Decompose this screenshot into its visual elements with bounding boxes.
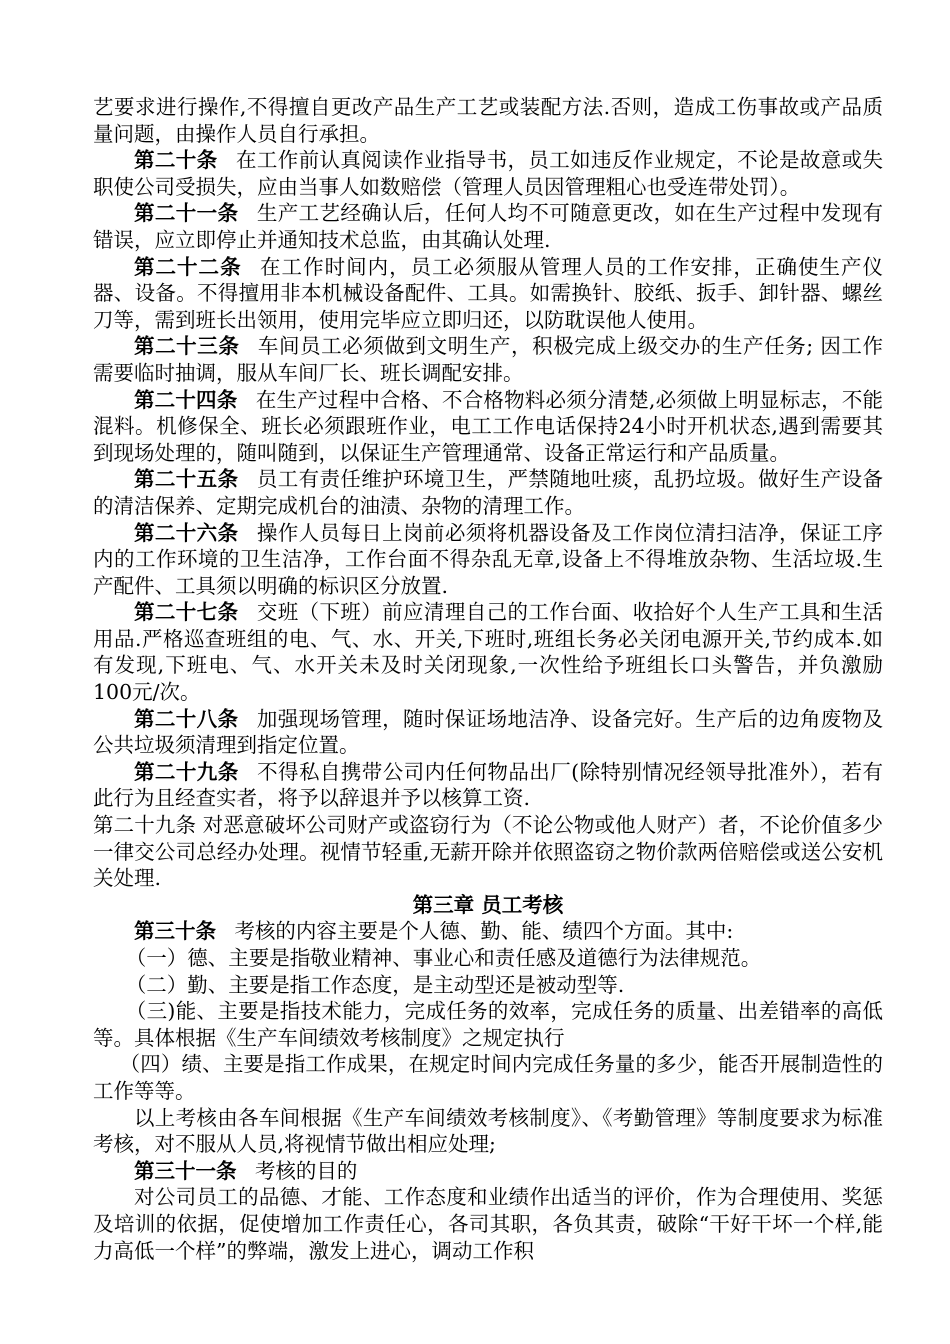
list-item-diligence: （二）勤、主要是指工作态度，是主动型还是被动型等. xyxy=(125,972,625,997)
paragraph-continuation: 艺要求进行操作,不得擅自更改产品生产工艺或装配方法.否则，造成工伤事故或产品质量问题，由操作人员自行承担。 xyxy=(93,95,883,146)
article-28 xyxy=(93,706,883,759)
article-label: 第二十七条 xyxy=(134,600,239,625)
article-24 xyxy=(93,387,883,467)
article-label: 第二十条 xyxy=(134,148,218,173)
article-label: 第三十条 xyxy=(134,919,216,944)
list-item-performance: （四）绩、主要是指工作成果，在规定时间内完成任务量的多少，能否开展制造性的工作等等。 xyxy=(93,1052,883,1103)
article-text: 员工有责任维护环境卫生，严禁随地吐痰，乱扔垃圾。做好生产设备的清洁保养、定期完成机台的油渍、杂物的清理工作。 xyxy=(93,467,883,518)
article-label: 第二十一条 xyxy=(134,201,239,226)
article-29 xyxy=(93,759,883,812)
article-text: 在生产过程中合格、不合格物料必须分清楚,必须做上明显标志，不能混料。机修保全、班长必须跟班作业，电工工作电话保持24小时开机状态,遇到需要其到现场处理的，随叫随到，以保证生产管理通常、设备正常运行和产品质量。 xyxy=(93,387,884,465)
paragraph-summary: 以上考核由各车间根据《生产车间绩效考核制度》、《考勤管理》等制度要求为标准考核，对不服从人员,将视情节做出相应处理; xyxy=(93,1105,883,1157)
article-text: 生产工艺经确认后，任何人均不可随意更改，如在生产过程中发现有错误，应立即停止并通知技术总监，由其确认处理. xyxy=(93,201,883,252)
article-26 xyxy=(93,520,883,600)
article-23 xyxy=(93,333,883,386)
article-25 xyxy=(93,466,883,519)
article-text: 不得私自携带公司内任何物品出厂(除特别情况经领导批准外），若有此行为且经查实者，将予以辞退并予以核算工资. xyxy=(93,759,883,811)
article-text: 在工作时间内，员工必须服从管理人员的工作安排，正确使生产仪器、设备。不得擅用非本机械设备配件、工具。如需换针、胶纸、扳手、卸针器、螺丝刀等，需到班长出领用，使用完毕应立即归还，以防耽误他人使用。 xyxy=(93,254,884,332)
article-text: 加强现场管理，随时保证场地洁净、设备完好。生产后的边角废物及公共垃圾须清理到指定位置。 xyxy=(93,706,883,758)
article-text: 考核的目的 xyxy=(254,1158,358,1183)
chapter-heading: 第三章 员工考核 xyxy=(412,892,564,917)
article-label: 第二十六条 xyxy=(134,520,239,545)
list-item-virtue: （一）德、主要是指敬业精神、事业心和责任感及道德行为法律规范。 xyxy=(125,946,762,970)
article-label: 第二十三条 xyxy=(134,334,240,359)
article-29-supplement: 第二十九条 对恶意破坏公司财产或盗窃行为（不论公物或他人财产）者，不论价值多少一律交公司总经办处理。视情节轻重,无薪开除并依照盗窃之物价款两倍赔偿或送公安机关处理. xyxy=(93,813,883,891)
list-item-ability: （三)能、主要是指技术能力，完成任务的效率，完成任务的质量、出差错率的高低等。具体根据《生产车间绩效考核制度》之规定执行 xyxy=(93,999,883,1050)
document-page xyxy=(93,94,883,1264)
paragraph-purpose: 对公司员工的品德、才能、工作态度和业绩作出适当的评价，作为合理使用、奖惩及培训的依据，促使增加工作责任心，各司其职，各负其责，破除“干好干坏一个样,能力高低一个样”的弊端，激发上进心，调动工作积 xyxy=(93,1185,883,1263)
article-27 xyxy=(93,599,883,705)
article-21 xyxy=(93,200,883,253)
article-label: 第三十一条 xyxy=(134,1158,237,1183)
article-31 xyxy=(93,1158,883,1185)
article-30 xyxy=(93,918,883,945)
article-20 xyxy=(93,147,883,200)
article-22 xyxy=(93,254,883,334)
article-text: 在工作前认真阅读作业指导书，员工如违反作业规定，不论是故意或失职使公司受损失，应由当事人如数赔偿（管理人员因管理粗心也受连带处罚）。 xyxy=(93,148,884,199)
article-text: 车间员工必须做到文明生产，积极完成上级交办的生产任务; 因工作需要临时抽调，服从车间厂长、班长调配安排。 xyxy=(93,334,884,385)
article-label: 第二十八条 xyxy=(134,706,239,731)
article-text: 交班（下班）前应清理自己的工作台面、收拾好个人生产工具和生活用品.严格巡查班组的电、气、水、开关,下班时,班组长务必关闭电源开关,节约成本.如有发现,下班电、气、水开关未及时关闭现象,一次性给予班组长口头警告，并负激励100元/次。 xyxy=(93,600,883,705)
article-text: 操作人员每日上岗前必须将机器设备及工作岗位清扫洁净，保证工序内的工作环境的卫生洁净，工作台面不得杂乱无章,设备上不得堆放杂物、生活垃圾.生产配件、工具须以明确的标识区分放置. xyxy=(93,520,883,598)
article-label: 第二十二条 xyxy=(134,254,242,279)
article-text: 考核的内容主要是个人德、勤、能、绩四个方面。其中: xyxy=(234,919,734,944)
article-label: 第二十四条 xyxy=(134,387,238,412)
article-label: 第二十五条 xyxy=(134,467,239,492)
article-label: 第二十九条 xyxy=(134,759,239,784)
